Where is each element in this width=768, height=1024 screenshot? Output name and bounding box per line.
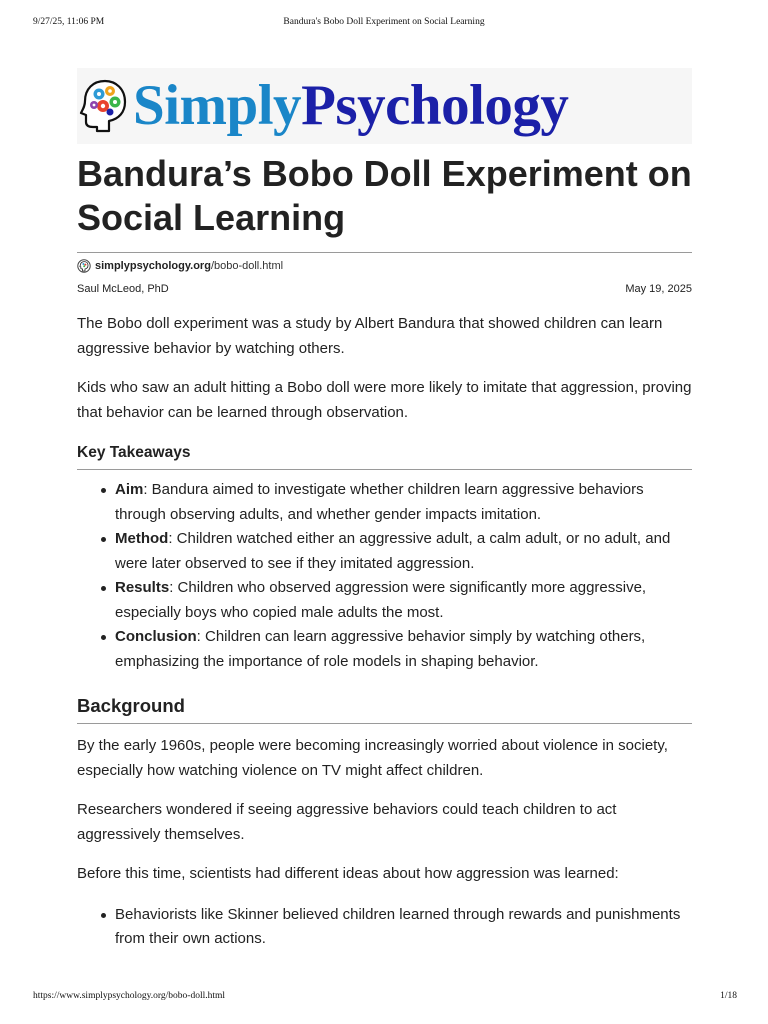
- key-takeaways-divider: [77, 469, 692, 470]
- source-url[interactable]: [77, 258, 692, 274]
- background-heading: Background: [77, 695, 185, 716]
- bullet-dot: [101, 537, 106, 542]
- takeaway-term: Aim: [115, 481, 144, 498]
- takeaway-term: Results: [115, 579, 170, 596]
- bullet-dot: [101, 913, 106, 918]
- bullet-dot: [101, 488, 106, 493]
- print-url[interactable]: https://www.simplypsychology.org/bobo-doll.html: [33, 991, 226, 1001]
- site-logo[interactable]: [77, 68, 692, 144]
- key-takeaways-list: [77, 478, 692, 674]
- takeaway-item: [77, 527, 692, 576]
- key-takeaways-heading: Key Takeaways: [77, 444, 191, 461]
- head-with-gears-icon: [79, 77, 131, 135]
- article-content: [77, 68, 692, 952]
- bullet-dot: [101, 586, 106, 591]
- takeaway-item: [77, 478, 692, 527]
- print-page-title: Bandura's Bobo Doll Experiment on Social Learning: [283, 17, 485, 27]
- logo-wordmark: [133, 76, 568, 136]
- print-page-number: 1/18: [720, 991, 737, 1001]
- author: Saul McLeod, PhD: [77, 283, 169, 295]
- logo-psychology: Psychology: [301, 74, 569, 137]
- takeaway-text: : Bandura aimed to investigate whether children learn aggressive behaviors through observing adults, and whether gender impacts imitation.: [115, 481, 644, 523]
- background-divider: [77, 723, 692, 724]
- print-footer: [0, 991, 768, 1005]
- intro-paragraph: Kids who saw an adult hitting a Bobo doll were more likely to imitate that aggression, proving that behavior can be learned through observation.: [77, 379, 692, 421]
- takeaway-term: Conclusion: [115, 628, 197, 645]
- title-divider: [77, 252, 692, 253]
- site-favicon-icon: [77, 259, 91, 273]
- article-title: Bandura’s Bobo Doll Experiment on Social Learning: [77, 153, 692, 238]
- takeaway-text: : Children who observed aggression were significantly more aggressive, especially boys who copied male adults the most.: [115, 579, 647, 621]
- background-paragraph: Before this time, scientists had different ideas about how aggression was learned:: [77, 865, 619, 882]
- aggression-theories-list: [77, 903, 692, 952]
- takeaway-text: : Children watched either an aggressive adult, a calm adult, or no adult, and were later observed to see if they imitated aggression.: [115, 530, 671, 572]
- background-paragraph: Researchers wondered if seeing aggressive behaviors could teach children to act aggressively themselves.: [77, 801, 617, 843]
- theory-item: [77, 903, 692, 952]
- source-domain[interactable]: simplypsychology.org: [95, 260, 211, 272]
- background-paragraph: By the early 1960s, people were becoming increasingly worried about violence in society, especially how watching violence on TV might affect children.: [77, 737, 668, 779]
- source-path[interactable]: /bobo-doll.html: [210, 260, 284, 272]
- byline: [77, 283, 692, 295]
- publish-date: May 19, 2025: [625, 283, 692, 295]
- takeaway-item: [77, 576, 692, 625]
- intro-paragraph: The Bobo doll experiment was a study by Albert Bandura that showed children can learn aggressive behavior by watching others.: [77, 315, 663, 357]
- print-datetime: 9/27/25, 11:06 PM: [33, 17, 105, 27]
- takeaway-item: [77, 625, 692, 674]
- takeaway-term: Method: [115, 530, 169, 547]
- takeaway-text: : Children can learn aggressive behavior simply by watching others, emphasizing the importance of role models in shaping behavior.: [115, 628, 646, 670]
- logo-simply: Simply: [133, 74, 302, 137]
- print-header: [0, 17, 768, 31]
- theory-text: Behaviorists like Skinner believed children learned through rewards and punishments from their own actions.: [115, 905, 681, 947]
- bullet-dot: [101, 635, 106, 640]
